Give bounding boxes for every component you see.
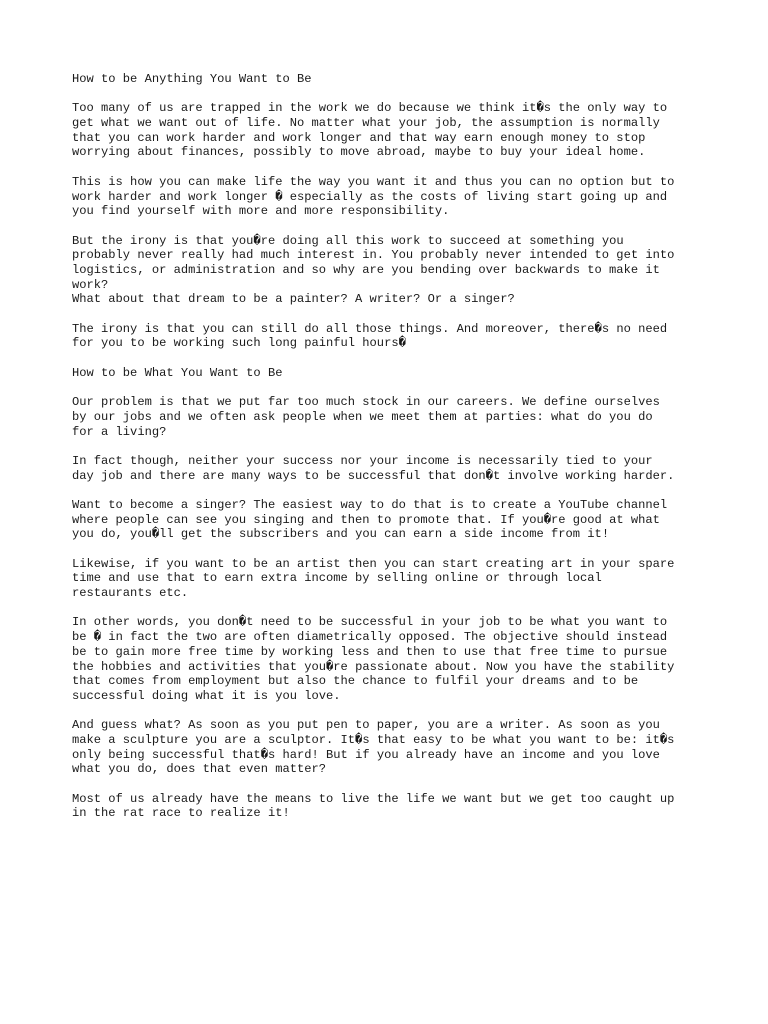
text-line: be to gain more free time by working less and then to use that free time to pursue	[72, 644, 668, 659]
text-line: by our jobs and we often ask people when we meet them at parties: what do you do	[72, 409, 653, 424]
spacer	[72, 439, 712, 454]
text-line: The irony is that you can still do all those things. And moreover, there�s no need	[72, 321, 668, 336]
document-title: How to be Anything You Want to Be	[72, 72, 312, 86]
spacer	[72, 601, 712, 616]
text-line: successful doing what it is you love.	[72, 688, 341, 703]
text-line: time and use that to earn extra income by selling online or through local	[72, 571, 602, 586]
text-line: where people can see you singing and then to promote that. If you�re good at what	[72, 512, 660, 527]
text-line: This is how you can make life the way you want it and thus you can no option but to	[72, 174, 675, 189]
text-line: only being successful that�s hard! But if you already have an income and you love	[72, 747, 660, 762]
text-line: that you can work harder and work longer and that way earn enough money to stop	[72, 130, 646, 145]
paragraph-2	[72, 175, 712, 219]
paragraph-1	[72, 101, 712, 160]
spacer	[72, 160, 712, 175]
spacer	[72, 351, 712, 366]
text-line: make a sculpture you are a sculptor. It�s that easy to be what you want to be: it�s	[72, 732, 675, 747]
spacer	[72, 483, 712, 498]
paragraph-7	[72, 498, 712, 542]
text-line: worrying about finances, possibly to move abroad, maybe to buy your ideal home.	[72, 145, 646, 160]
text-line: get what we want out of life. No matter what your job, the assumption is normally	[72, 116, 660, 131]
text-line: In fact though, neither your success nor your income is necessarily tied to your	[72, 453, 653, 468]
document-page	[72, 72, 712, 821]
paragraph-4	[72, 322, 712, 351]
text-line: restaurants etc.	[72, 586, 189, 601]
text-line: And guess what? As soon as you put pen to paper, you are a writer. As soon as you	[72, 718, 660, 733]
text-line: what you do, does that even matter?	[72, 762, 327, 777]
text-line: Want to become a singer? The easiest way to do that is to create a YouTube channel	[72, 497, 668, 512]
paragraph-11	[72, 792, 712, 821]
paragraph-3	[72, 234, 712, 307]
text-line: the hobbies and activities that you�re passionate about. Now you have the stability	[72, 659, 675, 674]
paragraph-10	[72, 718, 712, 777]
text-line: Our problem is that we put far too much stock in our careers. We define ourselves	[72, 395, 660, 410]
paragraph-6	[72, 454, 712, 483]
text-line: Likewise, if you want to be an artist then you can start creating art in your spare	[72, 556, 675, 571]
spacer	[72, 704, 712, 719]
spacer	[72, 307, 712, 322]
paragraph-8	[72, 557, 712, 601]
text-line: Most of us already have the means to live the life we want but we get too caught up	[72, 791, 675, 806]
paragraph-9	[72, 615, 712, 703]
text-line: in the rat race to realize it!	[72, 806, 290, 821]
spacer	[72, 87, 712, 102]
text-line: be � in fact the two are often diametrically opposed. The objective should instead	[72, 630, 668, 645]
spacer	[72, 542, 712, 557]
paragraph-5	[72, 395, 712, 439]
spacer	[72, 380, 712, 395]
text-line: that comes from employment but also the chance to fulfil your dreams and to be	[72, 674, 639, 689]
spacer	[72, 219, 712, 234]
section-heading: How to be What You Want to Be	[72, 365, 283, 380]
text-line: logistics, or administration and so why are you bending over backwards to make it	[72, 262, 660, 277]
text-line: work harder and work longer � especially as the costs of living start going up and	[72, 189, 668, 204]
text-line: for you to be working such long painful hours�	[72, 336, 406, 351]
text-line: day job and there are many ways to be successful that don�t involve working harder.	[72, 468, 675, 483]
text-line: probably never really had much interest in. You probably never intended to get into	[72, 248, 675, 263]
spacer	[72, 777, 712, 792]
text-line: for a living?	[72, 424, 167, 439]
text-line: you do, you�ll get the subscribers and you can earn a side income from it!	[72, 527, 610, 542]
text-line: But the irony is that you�re doing all this work to succeed at something you	[72, 233, 624, 248]
text-line: work?	[72, 277, 109, 292]
text-line: you find yourself with more and more responsibility.	[72, 204, 450, 219]
text-line: What about that dream to be a painter? A writer? Or a singer?	[72, 292, 515, 307]
text-line: Too many of us are trapped in the work we do because we think it�s the only way to	[72, 101, 668, 116]
text-line: In other words, you don�t need to be successful in your job to be what you want to	[72, 615, 668, 630]
